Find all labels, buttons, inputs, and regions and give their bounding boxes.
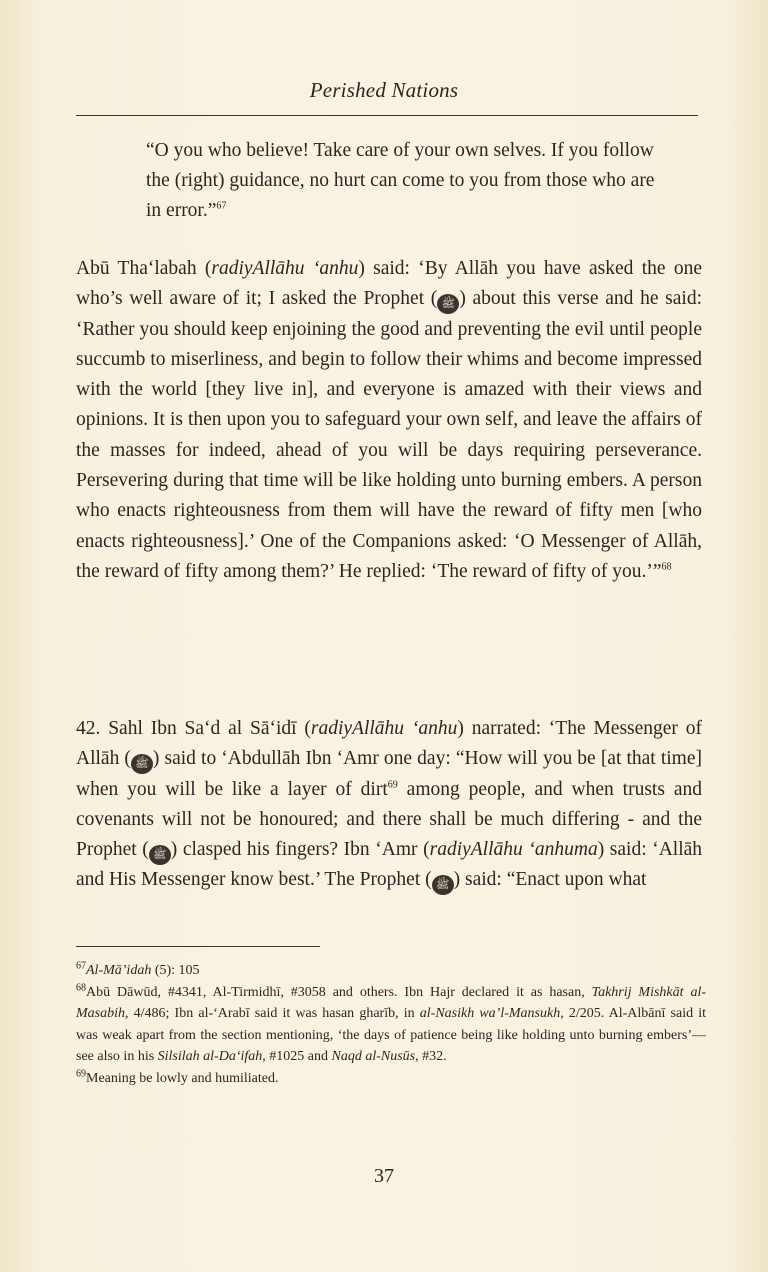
footnote-book-title: Silsilah al-Da‘ifah (157, 1049, 263, 1064)
footnote-ref-67[interactable]: 67 (216, 200, 227, 212)
footnote-text: , 4/486; Ibn al-‘Arabī said it was hasan gharīb, in (125, 1006, 420, 1021)
footnote-rule (76, 946, 320, 947)
footnote-67 (76, 960, 706, 982)
para2-text-c: ) said to ‘Abdullāh Ibn ‘Amr one day: “How will you be [at that time] when you will be like a layer of dirt (76, 748, 702, 800)
footnote-text: , 2/205. Al-Albānī said it was weak apart from the section mentioning, ‘the days of patience being like holding unto burning embers’—see also in his (76, 1006, 706, 1064)
para1-text-c: ) about this verse and he said: ‘Rather you should keep enjoining the good and preventing the evil until people succumb to miserliness, and begin to follow their whims and become impressed with the world [they live in], and everyone is amazed with their views and opinions. It is then upon you to safeguard your own self, and leave the affairs of the masses for indeed, ahead of you will be days requiring perseverance. Persevering during that time will be like holding unto burning embers. A person who enacts righteousness from them will have the reward of fifty men [who enacts righteousness].’ One of the Companions asked: ‘O Messenger of Allāh, the reward of fifty among them?’ He replied: ‘The reward of fifty of you.’” (76, 288, 702, 582)
honorific: radiyAllāhu ‘anhuma (429, 839, 598, 861)
para1-text-b: ) said: ‘By Allāh you have asked the one who’s well aware of it; I asked the Prophet ( (76, 258, 702, 310)
footnote-number: 68 (76, 981, 86, 993)
footnote-text: , #32. (415, 1049, 447, 1064)
footnote-book-title: Naqd al-Nusūs (331, 1049, 416, 1064)
footnote-ref-69[interactable]: 69 (387, 779, 398, 791)
salutation-symbol: ﷺ (149, 845, 171, 865)
paragraph-abu-thalabah (76, 254, 702, 587)
honorific: radiyAllāhu ‘anhu (310, 718, 458, 739)
footnote-number: 67 (76, 960, 86, 972)
para2-text-d: among people, and when trusts and covenants will not be honoured; and there shall be much differing - and the Prophet ( (76, 778, 702, 861)
footnote-text: , #1025 and (262, 1049, 332, 1064)
footnote-ref-68[interactable]: 68 (661, 561, 672, 573)
quote-text: “O you who believe! Take care of your own selves. If you follow the (right) guidance, no hurt can come to you from those who are in error.” (146, 140, 655, 221)
footnotes (76, 960, 706, 1089)
para2-text-f: ) said: ‘Allāh and His Messenger know best.’ The Prophet ( (76, 839, 703, 891)
salutation-symbol: ﷺ (131, 754, 153, 774)
running-title: Perished Nations (309, 78, 459, 102)
footnote-text: (5): 105 (151, 963, 200, 978)
salutation-symbol: ﷺ (437, 294, 459, 314)
page-number: 37 (374, 1165, 394, 1187)
footnote-text: Meaning be lowly and humiliated. (86, 1070, 279, 1086)
header-rule (76, 115, 698, 116)
para1-text-a: Abū Tha‘labah ( (76, 258, 212, 279)
para2-text-b: ) narrated: ‘The Messenger of Allāh ( (76, 718, 702, 770)
quran-quote (146, 136, 666, 226)
footnote-source: Al-Mā’idah (86, 963, 152, 978)
footnote-book-title: Takhrij Mishkāt al-Masabih (76, 984, 706, 1021)
para2-text-e: ) clasped his fingers? Ibn ‘Amr ( (170, 839, 430, 861)
salutation-symbol: ﷺ (432, 875, 454, 895)
footnote-book-title: al-Nasikh wa’l-Mansukh (419, 1006, 561, 1021)
paragraph-hadith-42 (76, 714, 702, 896)
footnote-69 (76, 1068, 706, 1090)
honorific: radiyAllāhu ‘anhu (211, 258, 359, 279)
footnote-text: Abū Dāwūd, #4341, Al-Tirmidhī, #3058 and others. Ibn Hajr declared it as hasan, (86, 984, 592, 1000)
para2-text-g: ) said: “Enact upon what (453, 869, 647, 891)
footnote-number: 69 (76, 1067, 86, 1079)
para2-text-a: 42. Sahl Ibn Sa‘d al Sā‘idī ( (76, 718, 311, 739)
footnote-68 (76, 982, 706, 1068)
